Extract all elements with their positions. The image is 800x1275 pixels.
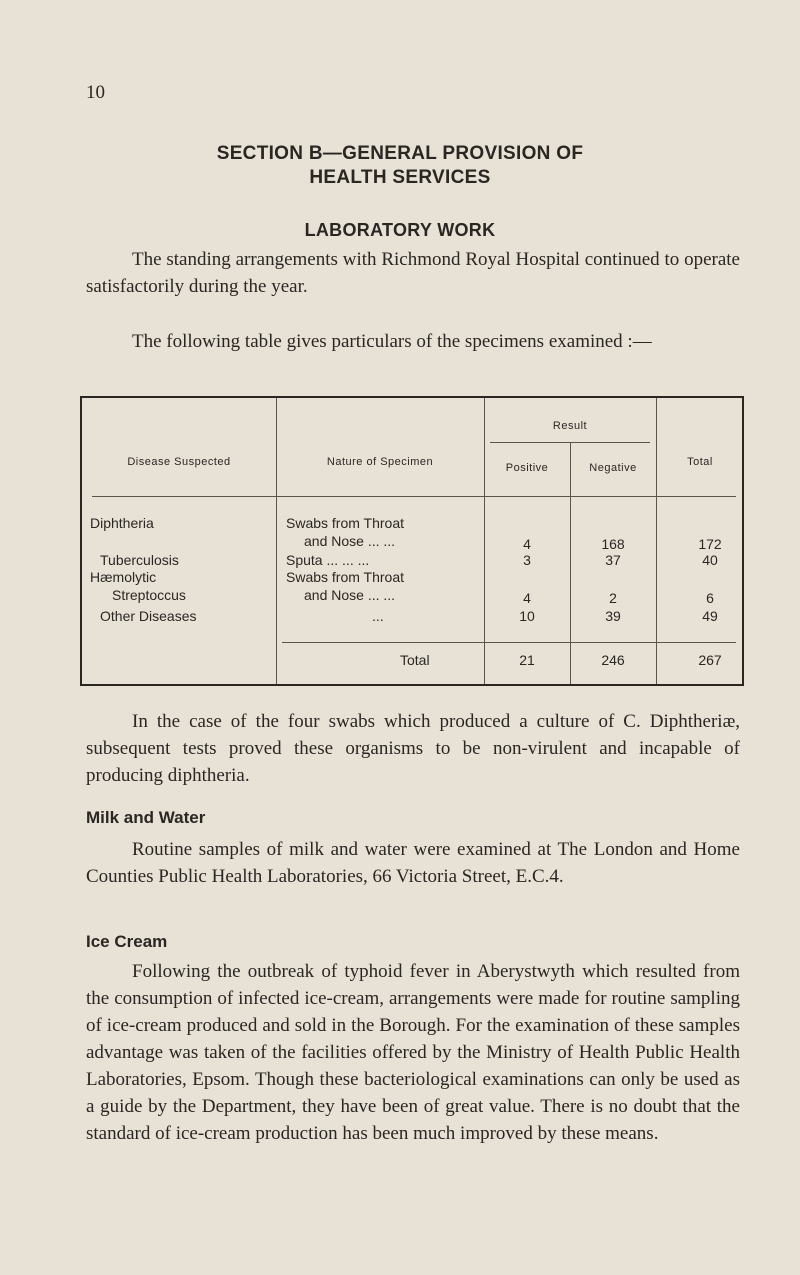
row-2-total: 40 — [702, 552, 718, 568]
row-3-positive: 4 — [523, 590, 531, 606]
row-3-nature: Swabs from Throat — [286, 569, 405, 585]
ice-cream-heading: Ice Cream — [86, 932, 168, 951]
header-negative: Negative — [589, 462, 637, 474]
section-title — [100, 142, 700, 190]
row-2-negative: 37 — [605, 552, 621, 568]
subsection-title: LABORATORY WORK — [304, 220, 496, 240]
header-disease-suspected: Disease Suspected — [127, 456, 231, 468]
total-total: 267 — [698, 652, 722, 668]
intro-paragraph: The standing arrangements with Richmond Royal Hospital continued to operate satisfactorily during the year. — [86, 249, 740, 297]
row-1-total: 172 — [698, 536, 722, 552]
row-1-negative: 168 — [601, 536, 625, 552]
row-2-disease: Tuberculosis — [100, 552, 179, 568]
table-divider — [282, 642, 736, 643]
row-4-positive: 10 — [519, 608, 535, 624]
total-label: Total — [400, 652, 430, 668]
row-3-nature-cont: and Nose ... ... — [304, 587, 396, 603]
row-4-nature: ... — [372, 608, 384, 624]
row-3-negative: 2 — [609, 590, 617, 606]
row-2-positive: 3 — [523, 552, 531, 568]
milk-water-paragraph: Routine samples of milk and water were examined at The London and Home Counties Public Health Laboratories, 66 Victoria Street, E.C.4. — [86, 839, 740, 887]
table-divider — [276, 398, 277, 684]
row-3-disease-cont: Streptoccus — [112, 587, 186, 603]
section-title-line-2: HEALTH SERVICES — [309, 167, 491, 188]
table-divider — [490, 442, 650, 443]
page-number: 10 — [86, 82, 105, 103]
milk-water-heading: Milk and Water — [86, 808, 206, 827]
total-negative: 246 — [601, 652, 625, 668]
table-intro-paragraph: The following table gives particulars of the specimens examined :— — [132, 331, 652, 352]
swab-paragraph: In the case of the four swabs which produced a culture of C. Diphtheriæ, subsequent tests proved these organisms to be non-virulent and incapable of producing diphtheria. — [86, 711, 740, 786]
header-nature-of-specimen: Nature of Specimen — [326, 456, 434, 468]
row-2-nature: Sputa ... ... ... — [286, 552, 370, 568]
header-result: Result — [552, 420, 588, 432]
row-1-positive: 4 — [523, 536, 531, 552]
header-positive: Positive — [505, 462, 549, 474]
table-divider — [570, 442, 571, 684]
row-4-disease: Other Diseases — [100, 608, 197, 624]
section-title-line-1: SECTION B—GENERAL PROVISION OF — [216, 143, 584, 164]
row-1-nature-cont: and Nose ... ... — [304, 533, 396, 549]
row-1-nature: Swabs from Throat — [286, 515, 405, 531]
row-3-disease: Hæmolytic — [90, 569, 157, 585]
row-4-total: 49 — [702, 608, 718, 624]
header-total: Total — [687, 456, 713, 468]
row-1-disease: Diphtheria — [90, 515, 154, 531]
row-3-total: 6 — [706, 590, 714, 606]
specimens-table — [80, 396, 744, 686]
table-divider — [92, 496, 736, 497]
total-positive: 21 — [519, 652, 535, 668]
row-4-negative: 39 — [605, 608, 621, 624]
ice-cream-paragraph: Following the outbreak of typhoid fever in Aberystwyth which resulted from the consumption of infected ice-cream, arrangements were made for routine sampling of ice-cream produced and sold in the Borough. For the examination of these samples advantage was taken of the facilities offered by the Ministry of Health Public Health Laboratories, Epsom. Though these bacteriological examinations can only be used as a guide by the Department, they have been of great value. There is no doubt that the standard of ice-cream production has been much improved by these means. — [86, 961, 740, 1144]
